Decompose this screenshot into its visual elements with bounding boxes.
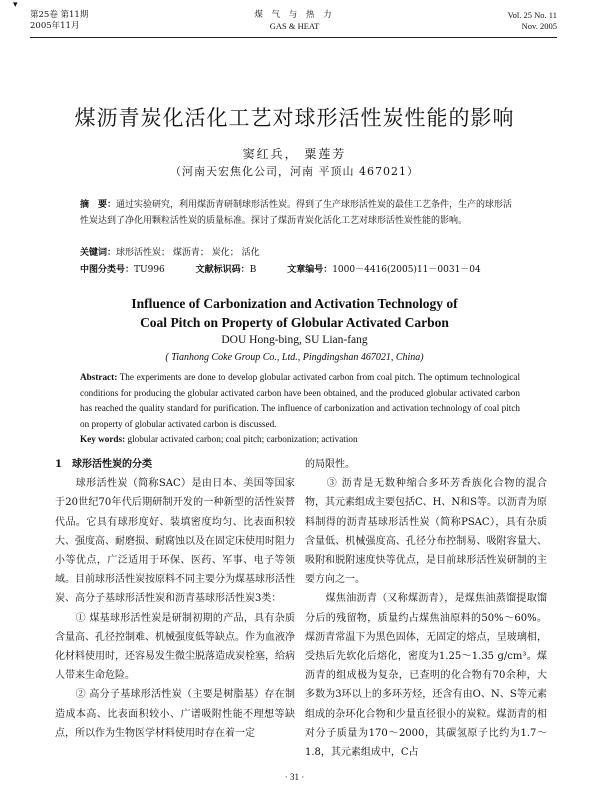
journal-name-en: GAS & HEAT [269,21,320,31]
abstract-en [80,370,520,432]
abstract-cn [80,197,520,229]
affiliation-en: ( Tianhong Coke Group Co., Ltd., Pingdingshan 467021, China) [165,352,424,363]
authors-en: DOU Hong-bing, SU Lian-fang [221,334,368,346]
keywords-en [80,432,520,448]
date-en: Nov. 2005 [521,21,557,31]
doc-code-value: B [249,265,257,275]
paragraph: 的局限性。 [305,459,355,470]
abstract-en-label: Abstract: [80,372,118,382]
paragraph: 煤焦油沥青（又称煤沥青），是煤焦油蒸馏提取馏分后的残留物，质量约占煤焦油原料的50%～60%。煤沥青常温下为黑色固体，无固定的熔点，呈玻璃相，受热后先软化后熔化，密度为1.25～1.35 g/cm³。煤沥青的组成极为复杂，已查明的化合物有70余种，大多数为3环以上的多环芳烃，还含有由O、N、S等元素组成的杂环化合物和少量直径很小的炭粒。煤沥青的相对分子质量为170～2000，其碳氢原子比约为1.7～1.8，其元素组成中，C占 [305,593,547,759]
corner-mark: ▾ [13,0,18,10]
paragraph: ② 高分子基球形活性炭（主要是树脂基）存在制造成本高、比表面积较小、广谱吸附性能不理想等缺点，所以作为生物医学材料使用时存在着一定 [55,689,295,739]
clc-value: TU996 [134,265,165,275]
keywords-cn-text: 球形活性炭； 煤沥青； 炭化； 活化 [116,248,260,258]
page-number: · 31 · [284,772,305,782]
abstract-cn-text: 通过实验研究，利用煤沥青研制球形活性炭。得到了生产球形活性炭的最佳工艺条件，生产的球形活性炭达到了净化用颗粒活性炭的质量标准。探讨了煤沥青炭化活化工艺对球形活性炭性能的影响。 [80,200,513,226]
abstract-cn-label: 摘 要： [80,200,117,210]
keywords-en-label: Key words: [80,434,126,444]
clc-field [80,265,179,275]
article-number-value: 1000－4416(2005)11－0031－04 [332,265,481,275]
paragraph: ① 煤基球形活性炭是研制初期的产品，具有杂质含量高、孔径控制难、机械强度低等缺点。作为血液净化材料使用时，还容易发生微尘脱落造成炭栓塞，给病人带来生命危险。 [55,612,295,682]
header-rule [30,37,557,38]
abstract-en-text: The experiments are done to develop globular activated carbon from coal pitch. The optimum technological conditions for producing the globular activated carbon have been obtained, and the produced globular activated carbon has reached the quality standard for purification. The influence of carbonization and activation technology of coal pitch on property of globular activated carbon is discussed. [80,372,520,429]
body-column-left [55,455,295,743]
journal-name-cn: 煤 气 与 热 力 [254,10,335,20]
journal-name [0,10,589,32]
volume-issue-cn: 第25卷 第11期 [30,10,89,20]
paragraph: ③ 沥青是无数种缩合多环芳香族化合物的混合物，其元素组成主要包括C、H、N和S等。以沥青为原料制得的沥青基球形活性炭（简称PSAC），具有杂质含量低、机械强度高、孔径分布控制易、吸附容量大、吸附和脱附速度快等优点，是目前球形活性炭研制的主要方向之一。 [305,478,547,586]
section-heading: 1 球形活性炭的分类 [55,459,152,470]
volume-issue-en: Vol. 25 No. 11 [507,10,557,20]
paragraph: 球形活性炭（简称SAC）是由日本、美国等国家于20世纪70年代后期研制开发的一种新型的活性炭替代品。它具有球形度好、装填密度均匀、比表面积较大、强度高、耐磨损、耐腐蚀以及在固定床使用时阻力小等优点，广泛适用于环保、医药、军事、电子等领域。目前球形活性炭按原料不同主要分为煤基球形活性炭、高分子基球形活性炭和沥青基球形活性炭3类： [55,478,295,605]
article-title-cn: 煤沥青炭化活化工艺对球形活性炭性能的影响 [74,106,515,130]
journal-volume [508,10,557,32]
article-number-label: 文章编号： [287,265,333,275]
clc-label: 中图分类号： [80,265,135,275]
keywords-cn-label: 关键词： [80,248,117,258]
authors-cn: 窦红兵， 粟莲芳 [242,147,347,161]
keywords-en-text: globular activated carbon; coal pitch; carbonization; activation [127,434,358,444]
article-title-en: Influence of Carbonization and Activation Technology of Coal Pitch on Property of Globular Activated Carbon [131,296,458,330]
affiliation-cn: （河南天宏焦化公司，河南 平顶山 467021） [170,165,419,178]
body-column-right [305,455,547,762]
doc-code-label: 文献标识码： [195,265,250,275]
classification-line [80,262,520,278]
date-cn: 2005年11月 [30,21,80,31]
keywords-cn [80,245,520,261]
article-number-field [287,265,495,275]
doc-code-field [196,265,271,275]
